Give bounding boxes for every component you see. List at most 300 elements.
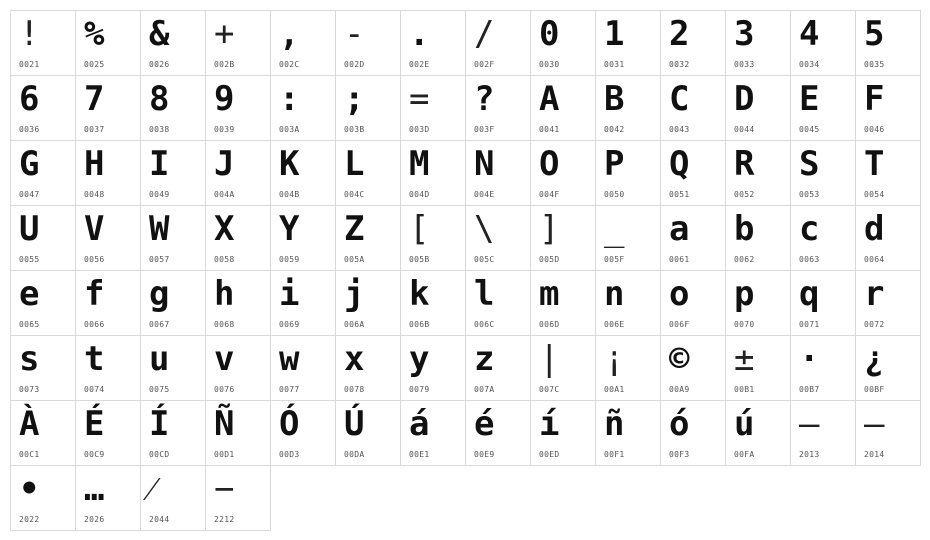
glyph-codepoint: 2013 (799, 450, 820, 459)
glyph-codepoint: 00C1 (19, 450, 40, 459)
glyph-codepoint: 004F (539, 190, 560, 199)
glyph-cell (530, 270, 596, 336)
glyph-cell (400, 335, 466, 401)
glyph-sample: Ó (279, 404, 300, 444)
glyph-cell (400, 140, 466, 206)
glyph-codepoint: 00ED (539, 450, 560, 459)
glyph-cell (530, 400, 596, 466)
glyph-sample: M (409, 144, 430, 184)
glyph-sample: ] (539, 209, 560, 249)
glyph-sample: Q (669, 144, 690, 184)
glyph-cell (790, 75, 856, 141)
glyph-cell (595, 140, 661, 206)
glyph-cell (790, 205, 856, 271)
glyph-cell (855, 205, 921, 271)
glyph-codepoint: 0033 (734, 60, 755, 69)
glyph-sample: S (799, 144, 820, 184)
glyph-cell (660, 140, 726, 206)
glyph-codepoint: 002E (409, 60, 430, 69)
glyph-cell (725, 140, 791, 206)
glyph-codepoint: 0062 (734, 255, 755, 264)
glyph-codepoint: 004B (279, 190, 300, 199)
glyph-codepoint: 005F (604, 255, 625, 264)
glyph-codepoint: 0041 (539, 125, 560, 134)
glyph-codepoint: 0068 (214, 320, 235, 329)
glyph-sample: W (149, 209, 170, 249)
glyph-codepoint: 003B (344, 125, 365, 134)
glyph-codepoint: 00D3 (279, 450, 300, 459)
glyph-cell (205, 270, 271, 336)
glyph-sample: r (864, 274, 885, 314)
glyph-codepoint: 004C (344, 190, 365, 199)
glyph-cell (660, 400, 726, 466)
glyph-cell (335, 10, 401, 76)
glyph-sample: , (279, 14, 300, 54)
glyph-sample: o (669, 274, 690, 314)
glyph-cell (10, 205, 76, 271)
glyph-codepoint: 003D (409, 125, 430, 134)
glyph-sample: l (474, 274, 495, 314)
glyph-sample: a (669, 209, 690, 249)
glyph-codepoint: 00C9 (84, 450, 105, 459)
glyph-sample: g (149, 274, 170, 314)
glyph-cell (660, 75, 726, 141)
glyph-codepoint: 0075 (149, 385, 170, 394)
glyph-sample: I (149, 144, 170, 184)
glyph-sample: F (864, 79, 885, 119)
glyph-cell (335, 140, 401, 206)
glyph-codepoint: 0063 (799, 255, 820, 264)
glyph-cell (725, 10, 791, 76)
glyph-cell (335, 270, 401, 336)
glyph-cell (725, 400, 791, 466)
glyph-codepoint: 004A (214, 190, 235, 199)
glyph-sample: E (799, 79, 820, 119)
glyph-cell (465, 335, 531, 401)
glyph-sample: m (539, 274, 560, 314)
glyph-sample: & (149, 14, 170, 54)
glyph-sample: · (799, 339, 820, 379)
glyph-sample: - (344, 14, 365, 54)
glyph-codepoint: 002C (279, 60, 300, 69)
glyph-sample: y (409, 339, 430, 379)
glyph-codepoint: 00E1 (409, 450, 430, 459)
glyph-sample: . (409, 14, 430, 54)
glyph-cell (400, 10, 466, 76)
glyph-sample: i (279, 274, 300, 314)
glyph-sample: w (279, 339, 300, 379)
glyph-codepoint: 00BF (864, 385, 885, 394)
glyph-cell (725, 205, 791, 271)
glyph-codepoint: 0058 (214, 255, 235, 264)
glyph-sample: s (19, 339, 40, 379)
glyph-cell (335, 400, 401, 466)
glyph-cell (725, 75, 791, 141)
glyph-cell (855, 10, 921, 76)
glyph-codepoint: 0074 (84, 385, 105, 394)
glyph-codepoint: 0056 (84, 255, 105, 264)
glyph-cell (855, 270, 921, 336)
glyph-codepoint: 006B (409, 320, 430, 329)
glyph-codepoint: 0021 (19, 60, 40, 69)
glyph-codepoint: 003F (474, 125, 495, 134)
glyph-codepoint: 004E (474, 190, 495, 199)
glyph-cell (140, 270, 206, 336)
glyph-sample: L (344, 144, 365, 184)
glyph-sample: t (84, 339, 105, 379)
glyph-sample: \ (474, 209, 495, 249)
glyph-cell (595, 400, 661, 466)
glyph-codepoint: 0043 (669, 125, 690, 134)
glyph-sample: … (84, 469, 105, 509)
glyph-sample: Ú (344, 404, 365, 444)
glyph-sample: J (214, 144, 235, 184)
glyph-sample: − (214, 469, 235, 509)
glyph-cell (465, 10, 531, 76)
glyph-cell (400, 75, 466, 141)
glyph-codepoint: 006F (669, 320, 690, 329)
glyph-sample: v (214, 339, 235, 379)
glyph-cell (205, 335, 271, 401)
glyph-codepoint: 007A (474, 385, 495, 394)
glyph-codepoint: 0045 (799, 125, 820, 134)
glyph-codepoint: 00FA (734, 450, 755, 459)
glyph-sample: © (669, 339, 690, 379)
glyph-sample: — (864, 404, 885, 444)
glyph-codepoint: 007C (539, 385, 560, 394)
glyph-cell (75, 270, 141, 336)
glyph-cell (660, 205, 726, 271)
glyph-sample: U (19, 209, 40, 249)
glyph-codepoint: 005A (344, 255, 365, 264)
glyph-sample: Ñ (214, 404, 235, 444)
glyph-codepoint: 0034 (799, 60, 820, 69)
glyph-sample: u (149, 339, 170, 379)
glyph-cell (855, 400, 921, 466)
glyph-sample: 9 (214, 79, 235, 119)
glyph-codepoint: 0030 (539, 60, 560, 69)
glyph-cell (75, 10, 141, 76)
glyph-sample: j (344, 274, 365, 314)
glyph-cell (595, 270, 661, 336)
glyph-codepoint: 0052 (734, 190, 755, 199)
glyph-codepoint: 003A (279, 125, 300, 134)
glyph-cell (595, 10, 661, 76)
glyph-cell (10, 400, 76, 466)
glyph-codepoint: 006A (344, 320, 365, 329)
glyph-codepoint: 006E (604, 320, 625, 329)
glyph-sample: z (474, 339, 495, 379)
glyph-sample: f (84, 274, 105, 314)
glyph-sample: ! (19, 14, 40, 54)
glyph-codepoint: 0032 (669, 60, 690, 69)
glyph-codepoint: 00B7 (799, 385, 820, 394)
glyph-codepoint: 002F (474, 60, 495, 69)
glyph-cell (335, 205, 401, 271)
glyph-cell (205, 140, 271, 206)
glyph-cell (790, 400, 856, 466)
glyph-codepoint: 0036 (19, 125, 40, 134)
glyph-cell (10, 335, 76, 401)
glyph-cell (75, 205, 141, 271)
glyph-cell (790, 335, 856, 401)
glyph-sample: % (84, 14, 105, 54)
glyph-codepoint: 0055 (19, 255, 40, 264)
glyph-sample: Í (149, 404, 170, 444)
glyph-codepoint: 0025 (84, 60, 105, 69)
glyph-cell (205, 75, 271, 141)
glyph-sample: 8 (149, 79, 170, 119)
glyph-codepoint: 0042 (604, 125, 625, 134)
glyph-codepoint: 005C (474, 255, 495, 264)
glyph-codepoint: 005B (409, 255, 430, 264)
glyph-cell (140, 205, 206, 271)
glyph-cell (270, 400, 336, 466)
glyph-sample: k (409, 274, 430, 314)
glyph-cell (270, 270, 336, 336)
glyph-sample: _ (604, 209, 625, 249)
glyph-sample: 6 (19, 79, 40, 119)
glyph-sample: Z (344, 209, 365, 249)
glyph-cell (400, 205, 466, 271)
glyph-cell (140, 400, 206, 466)
glyph-sample: d (864, 209, 885, 249)
glyph-cell (270, 140, 336, 206)
glyph-sample: G (19, 144, 40, 184)
glyph-cell (140, 140, 206, 206)
glyph-cell (465, 400, 531, 466)
glyph-sample: ñ (604, 404, 625, 444)
glyph-cell (75, 465, 141, 531)
glyph-cell (10, 270, 76, 336)
glyph-codepoint: 0077 (279, 385, 300, 394)
glyph-sample: ¿ (864, 339, 885, 379)
glyph-sample: n (604, 274, 625, 314)
glyph-codepoint: 0057 (149, 255, 170, 264)
glyph-cell (10, 465, 76, 531)
glyph-cell (10, 75, 76, 141)
glyph-sample: á (409, 404, 430, 444)
glyph-codepoint: 0078 (344, 385, 365, 394)
glyph-sample: K (279, 144, 300, 184)
glyph-sample: À (19, 404, 40, 444)
glyph-codepoint: 00F1 (604, 450, 625, 459)
glyph-sample: 4 (799, 14, 820, 54)
glyph-sample: O (539, 144, 560, 184)
glyph-codepoint: 0070 (734, 320, 755, 329)
glyph-codepoint: 006C (474, 320, 495, 329)
glyph-sample: ⁄ (149, 469, 155, 509)
glyph-cell (465, 140, 531, 206)
glyph-cell (855, 140, 921, 206)
glyph-sample: h (214, 274, 235, 314)
glyph-sample: • (19, 469, 40, 509)
glyph-cell (465, 205, 531, 271)
glyph-codepoint: 0047 (19, 190, 40, 199)
glyph-cell (205, 465, 271, 531)
glyph-cell (270, 205, 336, 271)
glyph-sample: ú (734, 404, 755, 444)
glyph-codepoint: 2044 (149, 515, 170, 524)
glyph-codepoint: 0049 (149, 190, 170, 199)
glyph-sample: R (734, 144, 755, 184)
glyph-cell (75, 400, 141, 466)
glyph-codepoint: 0054 (864, 190, 885, 199)
glyph-sample: É (84, 404, 105, 444)
glyph-cell (75, 335, 141, 401)
glyph-cell (790, 270, 856, 336)
glyph-cell (530, 10, 596, 76)
glyph-codepoint: 0039 (214, 125, 235, 134)
glyph-sample: ? (474, 79, 495, 119)
glyph-sample: q (799, 274, 820, 314)
glyph-sample: / (474, 14, 495, 54)
glyph-codepoint: 2212 (214, 515, 235, 524)
glyph-cell (205, 10, 271, 76)
glyph-codepoint: 00E9 (474, 450, 495, 459)
glyph-cell (270, 10, 336, 76)
glyph-sample: P (604, 144, 625, 184)
glyph-codepoint: 00DA (344, 450, 365, 459)
glyph-cell (270, 75, 336, 141)
glyph-cell (335, 335, 401, 401)
glyph-sample: é (474, 404, 495, 444)
glyph-codepoint: 0051 (669, 190, 690, 199)
glyph-sample: ± (734, 339, 755, 379)
glyph-sample: A (539, 79, 560, 119)
glyph-sample: D (734, 79, 755, 119)
glyph-cell (530, 140, 596, 206)
glyph-cell (140, 75, 206, 141)
glyph-cell (595, 75, 661, 141)
glyph-codepoint: 0067 (149, 320, 170, 329)
glyph-cell (75, 75, 141, 141)
glyph-sample: N (474, 144, 495, 184)
glyph-codepoint: 0064 (864, 255, 885, 264)
glyph-cell (595, 205, 661, 271)
glyph-cell (530, 335, 596, 401)
glyph-codepoint: 004D (409, 190, 430, 199)
glyph-codepoint: 2014 (864, 450, 885, 459)
glyph-cell (400, 270, 466, 336)
glyph-cell (140, 335, 206, 401)
glyph-cell (10, 140, 76, 206)
glyph-cell (10, 10, 76, 76)
glyph-sample: ; (344, 79, 365, 119)
glyph-cell (205, 205, 271, 271)
glyph-cell (465, 270, 531, 336)
glyph-codepoint: 00A1 (604, 385, 625, 394)
glyph-sample: = (409, 79, 430, 119)
glyph-sample: c (799, 209, 820, 249)
glyph-codepoint: 0031 (604, 60, 625, 69)
glyph-cell (400, 400, 466, 466)
glyph-sample: Y (279, 209, 300, 249)
glyph-cell (140, 10, 206, 76)
glyph-codepoint: 006D (539, 320, 560, 329)
glyph-codepoint: 0076 (214, 385, 235, 394)
glyph-codepoint: 0048 (84, 190, 105, 199)
glyph-codepoint: 0079 (409, 385, 430, 394)
glyph-codepoint: 0072 (864, 320, 885, 329)
glyph-cell (790, 140, 856, 206)
glyph-sample: 5 (864, 14, 885, 54)
glyph-cell (530, 75, 596, 141)
glyph-sample: [ (409, 209, 430, 249)
glyph-cell (790, 10, 856, 76)
glyph-codepoint: 002D (344, 60, 365, 69)
glyph-sample: 3 (734, 14, 755, 54)
glyph-cell (855, 75, 921, 141)
glyph-codepoint: 0061 (669, 255, 690, 264)
glyph-cell (725, 270, 791, 336)
glyph-sample: C (669, 79, 690, 119)
glyph-cell (465, 75, 531, 141)
glyph-codepoint: 00B1 (734, 385, 755, 394)
glyph-codepoint: 0050 (604, 190, 625, 199)
glyph-cell (140, 465, 206, 531)
glyph-sample: H (84, 144, 105, 184)
glyph-codepoint: 2026 (84, 515, 105, 524)
glyph-sample: p (734, 274, 755, 314)
glyph-sample: 0 (539, 14, 560, 54)
glyph-sample: : (279, 79, 300, 119)
glyph-sample: + (214, 14, 235, 54)
glyph-codepoint: 005D (539, 255, 560, 264)
glyph-sample: | (539, 339, 560, 379)
glyph-cell (725, 335, 791, 401)
glyph-codepoint: 00D1 (214, 450, 235, 459)
glyph-cell (660, 270, 726, 336)
glyph-codepoint: 0044 (734, 125, 755, 134)
glyph-cell (855, 335, 921, 401)
glyph-grid (10, 10, 920, 530)
glyph-codepoint: 0035 (864, 60, 885, 69)
glyph-codepoint: 00CD (149, 450, 170, 459)
glyph-codepoint: 0071 (799, 320, 820, 329)
glyph-codepoint: 0037 (84, 125, 105, 134)
glyph-sample: b (734, 209, 755, 249)
glyph-cell (660, 10, 726, 76)
glyph-sample: x (344, 339, 365, 379)
glyph-sample: B (604, 79, 625, 119)
glyph-sample: e (19, 274, 40, 314)
glyph-codepoint: 0065 (19, 320, 40, 329)
glyph-codepoint: 0073 (19, 385, 40, 394)
glyph-codepoint: 0053 (799, 190, 820, 199)
glyph-sample: T (864, 144, 885, 184)
glyph-codepoint: 0038 (149, 125, 170, 134)
glyph-cell (75, 140, 141, 206)
glyph-sample: í (539, 404, 560, 444)
glyph-sample: 2 (669, 14, 690, 54)
glyph-sample: V (84, 209, 105, 249)
glyph-codepoint: 0069 (279, 320, 300, 329)
glyph-codepoint: 0026 (149, 60, 170, 69)
glyph-sample: ó (669, 404, 690, 444)
glyph-codepoint: 0059 (279, 255, 300, 264)
glyph-sample: ¡ (604, 339, 625, 379)
glyph-codepoint: 002B (214, 60, 235, 69)
glyph-codepoint: 0046 (864, 125, 885, 134)
glyph-sample: 1 (604, 14, 625, 54)
glyph-sample: 7 (84, 79, 105, 119)
glyph-cell (205, 400, 271, 466)
glyph-codepoint: 2022 (19, 515, 40, 524)
glyph-codepoint: 00A9 (669, 385, 690, 394)
glyph-cell (660, 335, 726, 401)
glyph-cell (335, 75, 401, 141)
